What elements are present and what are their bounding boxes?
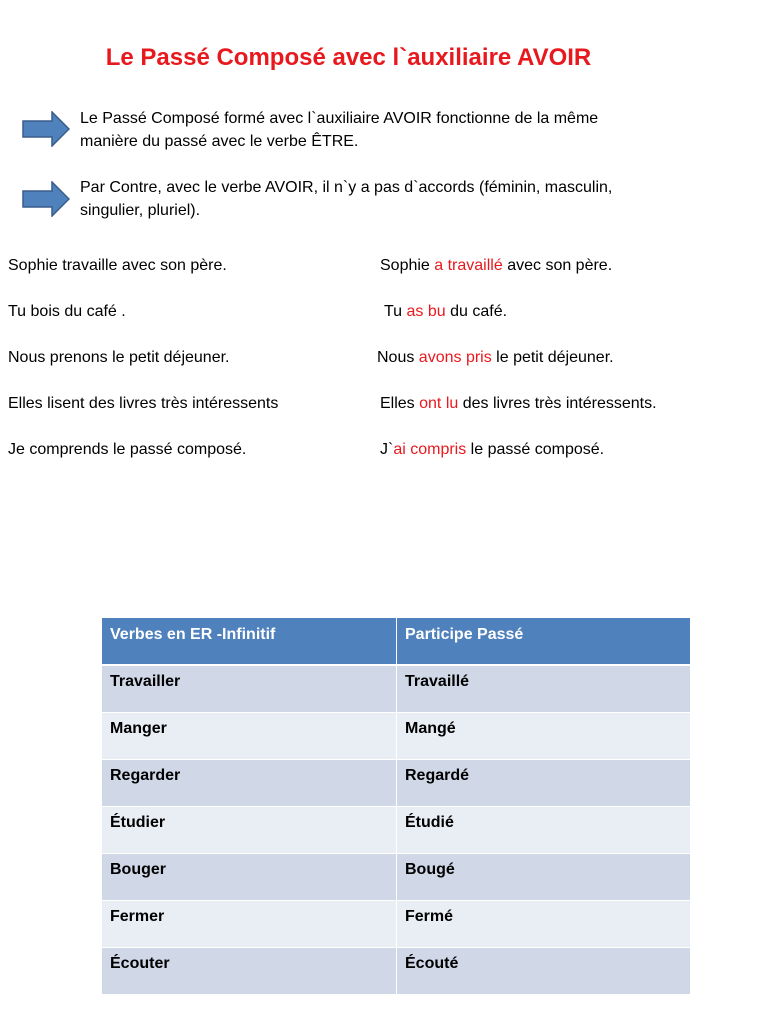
bullet-line: manière du passé avec le verbe ÊTRE. bbox=[80, 133, 359, 150]
past-suffix: des livres très intéressents. bbox=[458, 395, 657, 412]
table-cell-infinitive: Travailler bbox=[102, 665, 397, 713]
table-cell-infinitive: Étudier bbox=[102, 807, 397, 854]
bullet-line: Par Contre, avec le verbe AVOIR, il n`y a pas d`accords (féminin, masculin, bbox=[80, 179, 613, 196]
table-row bbox=[102, 665, 690, 713]
example-list bbox=[0, 253, 768, 483]
right-arrow-icon bbox=[22, 181, 70, 217]
example-row bbox=[0, 345, 768, 391]
page-title: Le Passé Composé avec l`auxiliaire AVOIR bbox=[105, 44, 592, 71]
past-sentence bbox=[384, 299, 507, 325]
bullet-text bbox=[80, 176, 740, 222]
past-suffix: du café. bbox=[445, 303, 508, 320]
table-row bbox=[102, 760, 690, 807]
bullet-line: singulier, pluriel). bbox=[80, 202, 201, 219]
present-sentence: Je comprends le passé composé. bbox=[8, 441, 247, 458]
verb-table bbox=[102, 618, 690, 995]
example-row bbox=[0, 253, 768, 299]
past-sentence bbox=[377, 345, 614, 371]
table-cell-infinitive: Manger bbox=[102, 713, 397, 760]
past-suffix: le passé composé. bbox=[466, 441, 605, 458]
table-cell-participle: Regardé bbox=[397, 760, 691, 807]
table-cell-participle: Mangé bbox=[397, 713, 691, 760]
present-sentence: Sophie travaille avec son père. bbox=[8, 257, 227, 274]
past-verb: ont lu bbox=[419, 395, 459, 412]
past-sentence bbox=[380, 437, 604, 463]
table-cell-participle: Écouté bbox=[397, 948, 691, 995]
past-prefix: Sophie bbox=[380, 257, 435, 274]
past-prefix: J` bbox=[380, 441, 394, 458]
table-header-row bbox=[102, 618, 690, 665]
past-verb: a travaillé bbox=[434, 257, 503, 274]
table-cell-infinitive: Fermer bbox=[102, 901, 397, 948]
table-row bbox=[102, 901, 690, 948]
past-suffix: le petit déjeuner. bbox=[491, 349, 614, 366]
present-sentence: Nous prenons le petit déjeuner. bbox=[8, 349, 230, 366]
table-cell-infinitive: Écouter bbox=[102, 948, 397, 995]
example-row bbox=[0, 299, 768, 345]
past-sentence bbox=[380, 391, 657, 417]
table-header-infinitive: Verbes en ER -Infinitif bbox=[102, 618, 397, 665]
example-row bbox=[0, 437, 768, 483]
past-verb: as bu bbox=[406, 303, 446, 320]
present-sentence: Tu bois du café . bbox=[8, 303, 126, 320]
bullet-text bbox=[80, 107, 740, 153]
table-row bbox=[102, 807, 690, 854]
present-sentence: Elles lisent des livres très intéressents bbox=[8, 395, 279, 412]
table-row bbox=[102, 854, 690, 901]
table-row bbox=[102, 713, 690, 760]
table-cell-participle: Travaillé bbox=[397, 665, 691, 713]
table-cell-participle: Fermé bbox=[397, 901, 691, 948]
table-cell-infinitive: Bouger bbox=[102, 854, 397, 901]
past-sentence bbox=[380, 253, 612, 279]
table-cell-participle: Étudié bbox=[397, 807, 691, 854]
table-cell-infinitive: Regarder bbox=[102, 760, 397, 807]
past-prefix: Nous bbox=[377, 349, 419, 366]
example-row bbox=[0, 391, 768, 437]
right-arrow-icon bbox=[22, 111, 70, 147]
table-row bbox=[102, 948, 690, 995]
bullet-line: Le Passé Composé formé avec l`auxiliaire AVOIR fonctionne de la même bbox=[80, 110, 599, 127]
past-verb: ai compris bbox=[393, 441, 467, 458]
table-header-participle: Participe Passé bbox=[397, 618, 691, 665]
past-verb: avons pris bbox=[418, 349, 492, 366]
past-suffix: avec son père. bbox=[502, 257, 613, 274]
past-prefix: Elles bbox=[380, 395, 420, 412]
table-cell-participle: Bougé bbox=[397, 854, 691, 901]
past-prefix: Tu bbox=[384, 303, 407, 320]
